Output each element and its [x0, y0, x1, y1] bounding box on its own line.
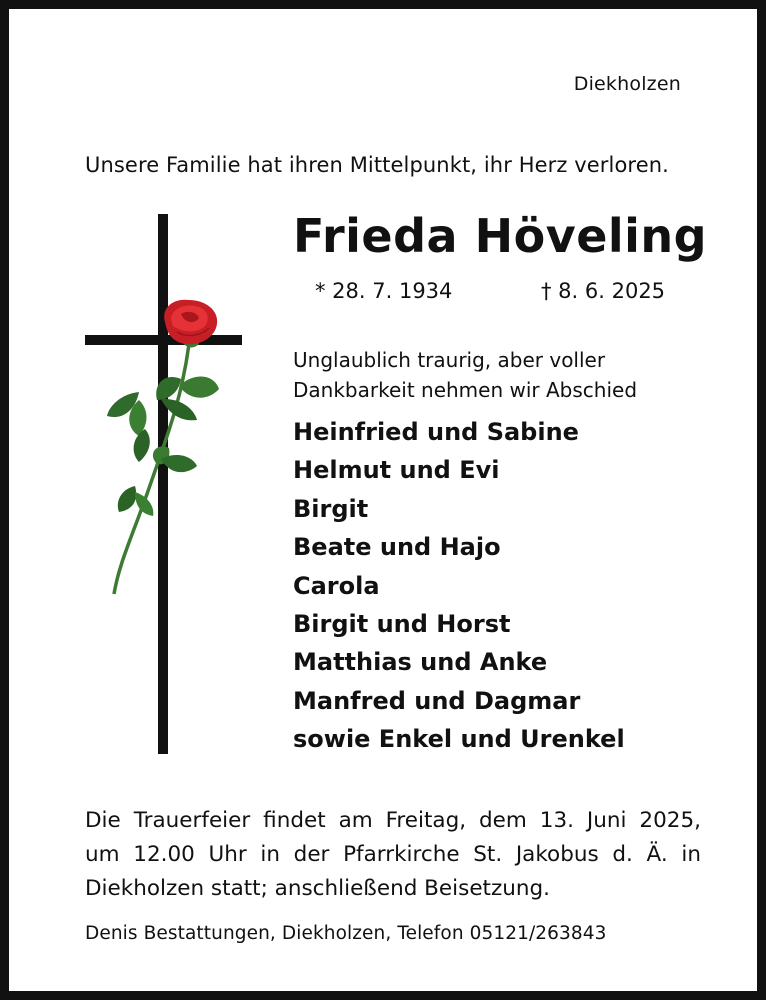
mourners-list	[293, 413, 625, 759]
farewell-saying	[293, 345, 637, 405]
service-line-1: Die Trauerfeier findet am Freitag, dem 13. Juni 2025,	[85, 808, 701, 833]
saying-line-1: Unglaublich traurig, aber voller	[293, 348, 606, 372]
death-date: † 8. 6. 2025	[541, 279, 666, 303]
mourner-item: Birgit und Horst	[293, 609, 511, 638]
cross-icon	[85, 214, 242, 754]
mourner-item: Beate und Hajo	[293, 533, 501, 562]
deceased-name: Frieda Höveling	[293, 209, 708, 263]
cross-with-rose-icon	[69, 214, 259, 759]
mourner-item: Birgit	[293, 494, 369, 523]
intro-text: Unsere Familie hat ihren Mittelpunkt, ihr Herz verloren.	[85, 153, 669, 177]
service-line-3: Diekholzen statt; anschließend Beisetzung.	[85, 876, 551, 901]
birth-date: * 28. 7. 1934	[315, 279, 453, 303]
mourner-item: sowie Enkel und Urenkel	[293, 725, 625, 754]
mourner-item: Helmut und Evi	[293, 456, 500, 485]
service-line-2: um 12.00 Uhr in der Pfarrkirche St. Jakobus d. Ä. in	[85, 842, 701, 867]
mourner-item: Matthias und Anke	[293, 648, 548, 677]
mourner-item: Heinfried und Sabine	[293, 418, 579, 446]
mourner-item: Manfred und Dagmar	[293, 686, 581, 715]
funeral-service-info	[85, 804, 701, 906]
mourner-item: Carola	[293, 571, 380, 600]
location-label: Diekholzen	[573, 73, 681, 95]
saying-line-2: Dankbarkeit nehmen wir Abschied	[293, 378, 638, 402]
undertaker-contact: Denis Bestattungen, Diekholzen, Telefon 05121/263843	[85, 923, 607, 944]
